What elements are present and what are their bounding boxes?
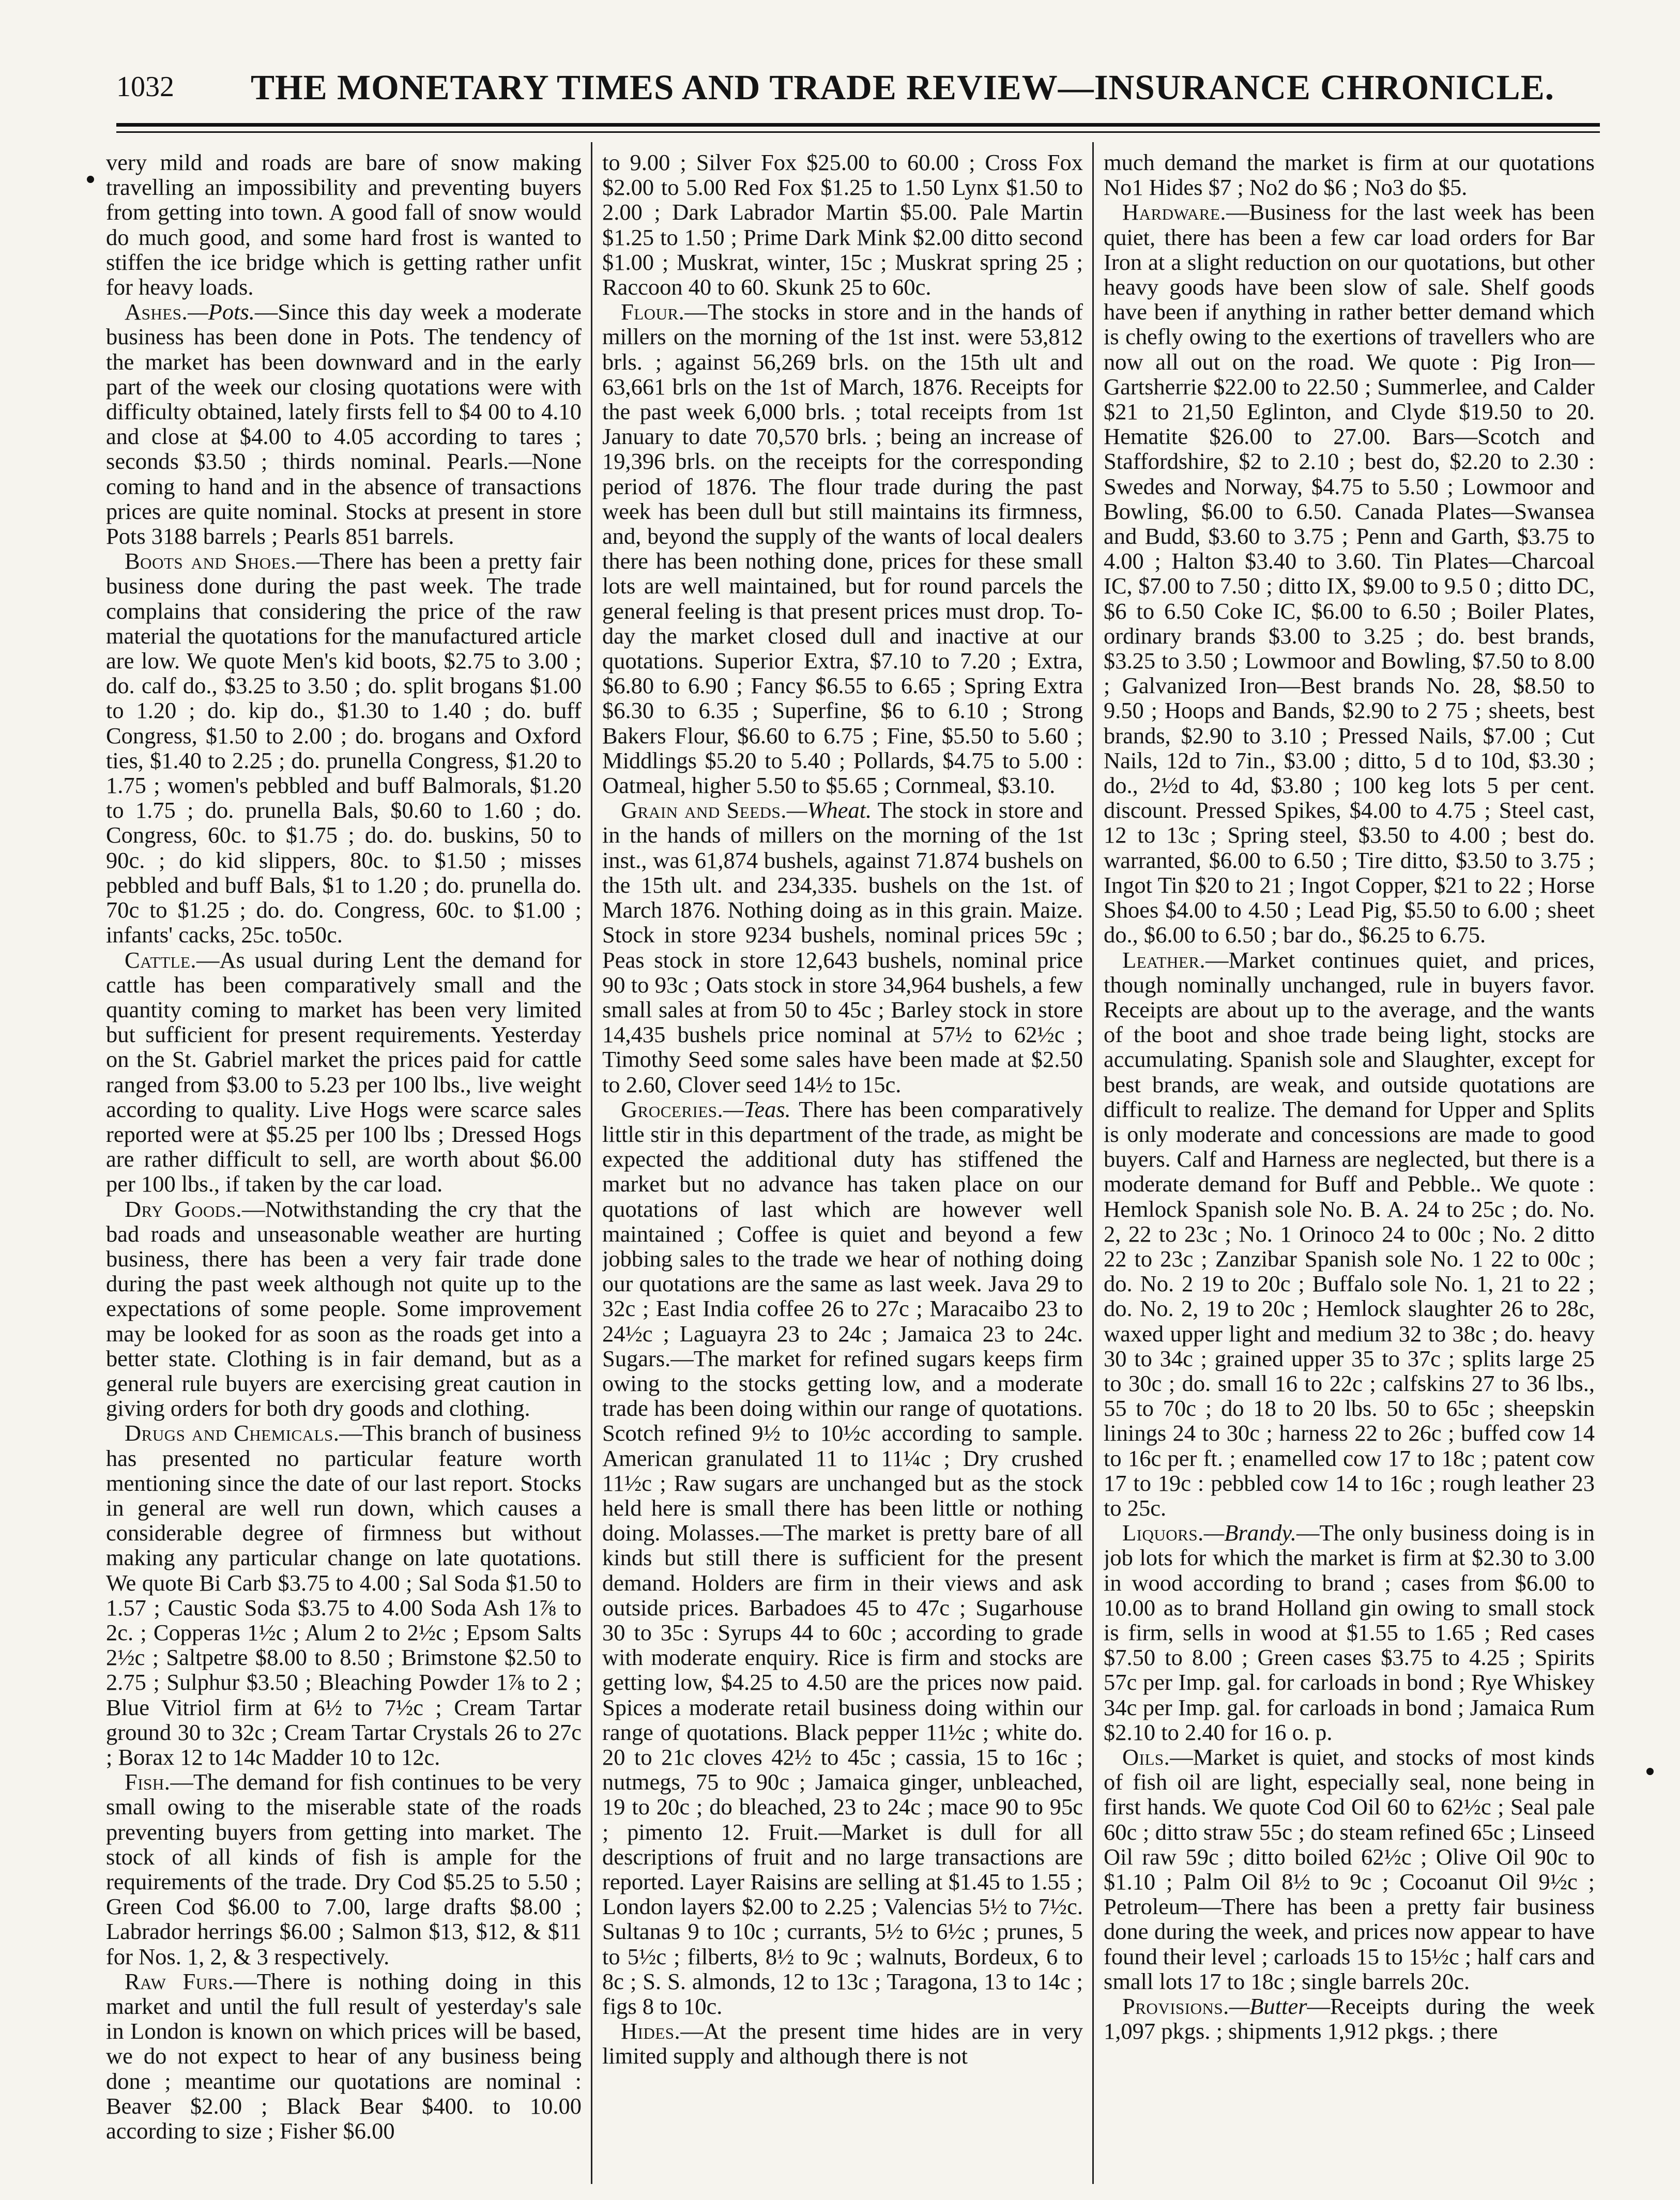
- market-paragraph: [106, 948, 582, 1197]
- paragraph-body: —The stocks in store and in the hands of millers on the morning of the 1st inst. were 53,812 brls. ; against 56,269 brls. on the 15th ult and 63,661 brls on the 1st of March, 1876. Receipts for the past week 6,000 brls. ; total receipts from 1st January to date 70,570 brls. ; being an increase of 19,396 brls. on the receipts for the corresponding period of 1876. The flour trade during the past week has been dull but still maintains its firmness, and, beyond the supply of the wants of local dealers there has been nothing done, prices for these small lots are well maintained, but for round parcels the general feeling is that present prices must drop. To-day the market closed dull and inactive at our quotations. Superior Extra, $7.10 to 7.20 ; Extra, $6.80 to 6.90 ; Fancy $6.55 to 6.65 ; Spring Extra $6.30 to 6.35 ; Superfine, $6 to 6.10 ; Strong Bakers Flour, $6.60 to 6.75 ; Fine, $5.50 to 5.60 ; Middlings $5.20 to 5.40 ; Pollards, $4.75 to 5.00 : Oatmeal, higher 5.50 to $5.65 ; Cornmeal, $3.10.: [602, 299, 1083, 799]
- paragraph-heading: Flour.: [621, 299, 685, 325]
- paragraph-body: very mild and roads are bare of snow making travelling an impossibility and preventing buyers from getting into town. A good fall of snow would do much good, and some hard frost is wanted to stiffen the ice bridge which is getting rather unfit for heavy loads.: [106, 150, 582, 300]
- column-2: [602, 150, 1083, 2184]
- margin-dot-mark: [87, 176, 94, 183]
- paragraph-heading: Liquors.: [1122, 1520, 1204, 1546]
- paragraph-body: —Business for the last week has been quiet, there has been a few car load orders for Bar Iron at a slight reduction on our quotations, but other heavy goods have been slow of sale. Shelf goods have been if anything in rather better demand which is chefly owing to the exertions of travellers who are now all out on the road. We quote : Pig Iron—Gartsherrie $22.00 to 22.50 ; Summerlee, and Calder $21 to 21,50 Eglinton, and Clyde $19.50 to 20. Hematite $26.00 to 27.00. Bars—Scotch and Staffordshire, $2 to 2.10 ; best do, $2.20 to 2.30 : Swedes and Norway, $4.75 to 5.50 ; Lowmoor and Bowling, $6.00 to 6.50. Canada Plates—Swansea and Budd, $3.60 to 3.75 ; Penn and Garth, $3.75 to 4.00 ; Halton $3.40 to 3.60. Tin Plates—Charcoal IC, $7.00 to 7.50 ; ditto IX, $9.00 to 9.5 0 ; ditto DC, $6 to 6.50 Coke IC, $6.00 to 6.50 ; Boiler Plates, ordinary brands $3.00 to 3.25 ; do. best brands, $3.25 to 3.50 ; Lowmoor and Bowling, $7.50 to 8.00 ; Galvanized Iron—Best brands No. 28, $8.50 to 9.50 ; Hoops and Bands, $2.90 to 2 75 ; sheets, best brands, $2.90 to 3.10 ; Pressed Nails, $7.00 ; Cut Nails, 12d to 7in., $3.00 ; ditto, 5 d to 10d, $3.30 ; do., 2½d to 4d, $3.80 ; 100 keg lots 5 per cent. discount. Pressed Spikes, $4.00 to 4.75 ; Steel cast, 12 to 13c ; Spring steel, $3.50 to 4.00 ; best do. warranted, $6.00 to 6.50 ; Tire ditto, $3.50 to 3.75 ; Ingot Tin $20 to 21 ; Ingot Copper, $21 to 22 ; Horse Shoes $4.00 to 4.50 ; Lead Pig, $5.50 to 6.00 ; sheet do., $6.00 to 6.50 ; bar do., $6.25 to 6.75.: [1104, 199, 1595, 948]
- paragraph-subheading: —Wheat.: [786, 797, 872, 823]
- paragraph-body: There has been comparatively little stir in this department of the trade, as might be expected the additional duty has stiffened the market but no advance has taken place on our quotations of last which are however well maintained ; Coffee is quiet and beyond a few jobbing sales to the trade we hear of nothing doing our quotations are the same as last week. Java 29 to 32c ; East India coffee 26 to 27c ; Maracaibo 23 to 24½c ; Laguayra 23 to 24c ; Jamaica 23 to 24c. Sugars.—The market for refined sugars keeps firm owing to the stocks getting low, and a moderate trade has been doing within our range of quotations. Scotch refined 9½ to 10½c according to sample. American granulated 11 to 11¼c ; Dry crushed 11½c ; Raw sugars are unchanged but as the stock held here is small there has been little or nothing doing. Molasses.—The market is pretty bare of all kinds but still there is sufficient for the present demand. Holders are firm in their views and ask outside prices. Barbadoes 45 to 47c ; Sugarhouse 30 to 35c : Syrups 44 to 60c ; according to grade with moderate enquiry. Rice is firm and stocks are getting low, $4.25 to 4.50 are the prices now paid. Spices a moderate retail business doing within our range of quotations. Black pepper 11½c ; white do. 20 to 21c cloves 42½ to 45c ; cassia, 15 to 16c ; nutmegs, 75 to 90c ; Jamaica ginger, unbleached, 19 to 20c ; do bleached, 23 to 24c ; mace 90 to 95c ; pimento 12. Fruit.—Market is dull for all descriptions of fruit and no large transactions are reported. Layer Raisins are selling at $1.45 to 1.55 ; London layers $2.00 to 2.25 ; Valencias 5½ to 7½c. Sultanas 9 to 10c ; currants, 5½ to 6½c ; prunes, 5 to 5½c ; filberts, 8½ to 9c ; walnuts, Bordeux, 6 to 8c ; S. S. almonds, 12 to 13c ; Taragona, 13 to 14c ; figs 8 to 10c.: [602, 1096, 1083, 2020]
- paragraph-body: —Market is quiet, and stocks of most kinds of fish oil are light, especially seal, none being in first hands. We quote Cod Oil 60 to 62½c ; Seal pale 60c ; ditto straw 55c ; do steam refined 65c ; Linseed Oil raw 59c ; ditto boiled 62½c ; Olive Oil 90c to $1.10 ; Palm Oil 8½ to 9c ; Cocoanut Oil 9½c ; Petroleum—There has been a pretty fair business done during the week, and prices now appear to have found their level ; carloads 15 to 15½c ; half cars and small lots 17 to 18c ; single barrels 20c.: [1104, 1744, 1595, 1994]
- market-paragraph: [1104, 1520, 1595, 1745]
- market-paragraph: [1104, 1745, 1595, 1994]
- market-paragraph: [1104, 200, 1595, 947]
- market-paragraph: [602, 1097, 1083, 2019]
- paragraph-heading: Provisions.: [1122, 1993, 1229, 2020]
- market-paragraph: [106, 1769, 582, 1969]
- paragraph-subheading: —Teas.: [723, 1096, 791, 1122]
- paragraph-body: —There has been a pretty fair business done during the past week. The trade complains that considering the price of the raw material the quotations for the manufactured article are low. We quote Men's kid boots, $2.75 to 3.00 ; do. calf do., $3.25 to 3.50 ; do. split brogans $1.00 to 1.20 ; do. kip do., $1.30 to 1.40 ; do. buff Congress, $1.50 to 2.00 ; do. brogans and Oxford ties, $1.40 to 2.25 ; do. prunella Congress, $1.20 to 1.75 ; women's pebbled and buff Balmorals, $1.20 to 1.75 ; do. prunella Bals, $0.60 to 1.60 ; do. Congress, 60c. to $1.75 ; do. do. buskins, 50 to 90c. ; do kid slippers, 80c. to $1.50 ; misses pebbled and buff Bals, $1 to 1.20 ; do. prunella do. 70c to $1.25 ; do. do. Congress, 60c. to $1.00 ; infants' cacks, 25c. to50c.: [106, 548, 582, 948]
- paragraph-body: —This branch of business has presented no particular feature worth mentioning since the date of our last report. Stocks in general are well run down, which causes a considerable degree of firmness but without making any particular change on late quotations. We quote Bi Carb $3.75 to 4.00 ; Sal Soda $1.50 to 1.57 ; Caustic Soda $3.75 to 4.00 Soda Ash 1⅞ to 2c. ; Copperas 1½c ; Alum 2 to 2½c ; Epsom Salts 2½c ; Saltpetre $8.00 to 8.50 ; Brimstone $2.50 to 2.75 ; Sulphur $3.50 ; Bleaching Powder 1⅞ to 2 ; Blue Vitriol firm at 6½ to 7½c ; Cream Tartar ground 30 to 32c ; Cream Tartar Crystals 26 to 27c ; Borax 12 to 14c Madder 10 to 12c.: [106, 1420, 582, 1770]
- paragraph-heading: Oils.: [1122, 1744, 1170, 1770]
- market-paragraph: [602, 299, 1083, 798]
- paragraph-body: —There is nothing doing in this market and until the full result of yesterday's sale in London is known on which prices will be based, we do not expect to hear of any business being done ; meantime our quotations are nominal : Beaver $2.00 ; Black Bear $400. to 10.00 according to size ; Fisher $6.00: [106, 1968, 582, 2144]
- paragraph-heading: Drugs and Chemicals.: [125, 1420, 340, 1446]
- paragraph-heading: Ashes.: [125, 299, 188, 325]
- paragraph-body: —Since this day week a moderate business has been done in Pots. The tendency of the market has been downward and in the early part of the week our closing quotations were with difficulty obtained, lately firsts fell to $4 00 to 4.10 and close at $4.00 to 4.05 according to tares ; seconds $3.50 ; thirds nominal. Pearls.—None coming to hand and in the absence of transactions prices are quite nominal. Stocks at present in store Pots 3188 barrels ; Pearls 851 barrels.: [106, 299, 582, 549]
- page-number: 1032: [116, 71, 174, 103]
- market-paragraph: [106, 1969, 582, 2143]
- paragraph-body: —Receipts during the week 1,097 pkgs. ; shipments 1,912 pkgs. ; there: [1104, 1993, 1595, 2044]
- market-paragraph: [106, 299, 582, 548]
- paragraph-heading: Hardware.: [1122, 199, 1227, 225]
- paragraph-subheading: —Butter: [1229, 1993, 1307, 2020]
- market-paragraph: [106, 150, 582, 299]
- paragraph-body: —The demand for fish continues to be very small owing to the miserable state of the roads preventing buyers from getting into market. The stock of all kinds of fish is ample for the requirements of the trade. Dry Cod $5.25 to 5.50 ; Green Cod $6.00 to 7.00, large drafts $8.00 ; Labrador herrings $6.00 ; Salmon $13, $12, & $11 for Nos. 1, 2, & 3 respectively.: [106, 1769, 582, 1969]
- column-divider-2: [1092, 142, 1094, 2184]
- market-paragraph: [602, 2019, 1083, 2068]
- paragraph-heading: Fish.: [125, 1769, 171, 1795]
- market-paragraph: [106, 1420, 582, 1769]
- market-paragraph: [1104, 150, 1595, 200]
- paragraph-heading: Raw Furs.: [125, 1968, 234, 1994]
- margin-dot-mark-right: [1646, 1768, 1654, 1775]
- paragraph-heading: Dry Goods.: [125, 1196, 242, 1222]
- column-1: [106, 150, 582, 2184]
- paragraph-heading: Grain and Seeds.: [621, 797, 787, 823]
- column-3: [1104, 150, 1595, 2184]
- paragraph-body: —As usual during Lent the demand for cattle has been comparatively small and the quantity coming to market has been very limited but sufficient for present requirements. Yesterday on the St. Gabriel market the prices paid for cattle ranged from $3.00 to 5.23 per 100 lbs., live weight according to quality. Live Hogs were scarce sales reported were at $5.25 per 100 lbs ; Dressed Hogs are rather difficult to sell, are worth about $6.00 per 100 lbs., if taken by the car load.: [106, 946, 582, 1197]
- paragraph-subheading: —Brandy.: [1203, 1520, 1296, 1546]
- header-rule-thick: [116, 123, 1600, 127]
- market-paragraph: [106, 1197, 582, 1421]
- page-title: THE MONETARY TIMES AND TRADE REVIEW—INSURANCE CHRONICLE.: [251, 68, 1554, 107]
- market-paragraph: [602, 150, 1083, 299]
- market-paragraph: [106, 548, 582, 947]
- column-divider-1: [591, 142, 592, 2184]
- paragraph-body: The stock in store and in the hands of millers on the morning of the 1st inst., was 61,874 bushels, against 71.874 bushels on the 15th ult. and 234,335. bushels on the 1st. of March 1876. Nothing doing as in this grain. Maize. Stock in store 9234 bushels, nominal prices 59c ; Peas stock in store 12,643 bushels, nominal price 90 to 93c ; Oats stock in store 34,964 bushels, a few small sales at from 50 to 45c ; Barley stock in store 14,435 bushels price nominal at 57½ to 62½c ; Timothy Seed some sales have been made at $2.50 to 2.60, Clover seed 14½ to 15c.: [602, 797, 1083, 1097]
- paragraph-heading: Groceries.: [621, 1096, 724, 1122]
- paragraph-subheading: —Pots.: [188, 299, 255, 325]
- paragraph-heading: Leather.: [1122, 946, 1206, 973]
- paragraph-body: —At the present time hides are in very limited supply and although there is not: [602, 2018, 1083, 2069]
- paragraph-body: much demand the market is firm at our quotations No1 Hides $7 ; No2 do $6 ; No3 do $5.: [1104, 150, 1595, 201]
- market-paragraph: [602, 798, 1083, 1096]
- header-rule-thin: [116, 131, 1600, 133]
- market-paragraph: [1104, 1994, 1595, 2043]
- paragraph-body: —Market continues quiet, and prices, though nominally unchanged, rule in buyers favor. Receipts are about up to the average, and the wants of the boot and shoe trade being light, stocks are accumulating. Spanish sole and Slaughter, except for best brands, are weak, and outside quotations are difficult to realize. The demand for Upper and Splits is only moderate and concessions are made to good buyers. Calf and Harness are neglected, but there is a moderate demand for Buff and Pebble.. We quote : Hemlock Spanish sole No. B. A. 24 to 25c ; do. No. 2, 22 to 23c ; No. 1 Orinoco 24 to 00c ; No. 2 ditto 22 to 23c ; Zanzibar Spanish sole No. 1 22 to 00c ; do. No. 2 19 to 20c ; Buffalo sole No. 1, 21 to 22 ; do. No. 2, 19 to 20c ; Hemlock slaughter 26 to 28c, waxed upper light and medium 32 to 38c ; do. heavy 30 to 34c ; grained upper 35 to 37c ; splits large 25 to 30c ; do. small 16 to 22c ; calfskins 27 to 36 lbs., 55 to 70c ; do 18 to 20 lbs. 50 to 65c ; sheepskin linings 24 to 30c ; harness 22 to 26c ; buffed cow 14 to 16c per ft. ; enamelled cow 17 to 18c ; patent cow 17 to 19c : pebbled cow 14 to 16c ; rough leather 23 to 25c.: [1104, 946, 1595, 1521]
- page-header: [116, 62, 1600, 119]
- paragraph-body: to 9.00 ; Silver Fox $25.00 to 60.00 ; Cross Fox $2.00 to 5.00 Red Fox $1.25 to 1.50 Lynx $1.50 to 2.00 ; Dark Labrador Martin $5.00. Pale Martin $1.25 to 1.50 ; Prime Dark Mink $2.00 ditto second $1.00 ; Muskrat, winter, 15c ; Muskrat spring 25 ; Raccoon 40 to 60. Skunk 25 to 60c.: [602, 150, 1083, 300]
- paragraph-heading: Hides.: [621, 2018, 681, 2044]
- paragraph-body: —Notwithstanding the cry that the bad roads and unseasonable weather are hurting business, there has been a very fair trade done during the past week although not quite up to the expectations of some people. Some improvement may be looked for as soon as the roads get into a better state. Clothing is in fair demand, but as a general rule buyers are exercising great caution in giving orders for both dry goods and clothing.: [106, 1196, 582, 1422]
- paragraph-body: —The only business doing is in job lots for which the market is firm at $2.30 to 3.00 in wood according to brand ; cases from $6.00 to 10.00 as to brand Holland gin owing to small stock is firm, sells in wood at $1.55 to 1.65 ; Red cases $7.50 to 8.00 ; Green cases $3.75 to 4.25 ; Spirits 57c per Imp. gal. for carloads in bond ; Rye Whiskey 34c per Imp. gal. for carloads in bond ; Jamaica Rum $2.10 to 2.40 for 16 o. p.: [1104, 1520, 1595, 1745]
- paragraph-heading: Boots and Shoes.: [125, 548, 297, 574]
- paragraph-heading: Cattle.: [125, 946, 197, 973]
- market-paragraph: [1104, 948, 1595, 1521]
